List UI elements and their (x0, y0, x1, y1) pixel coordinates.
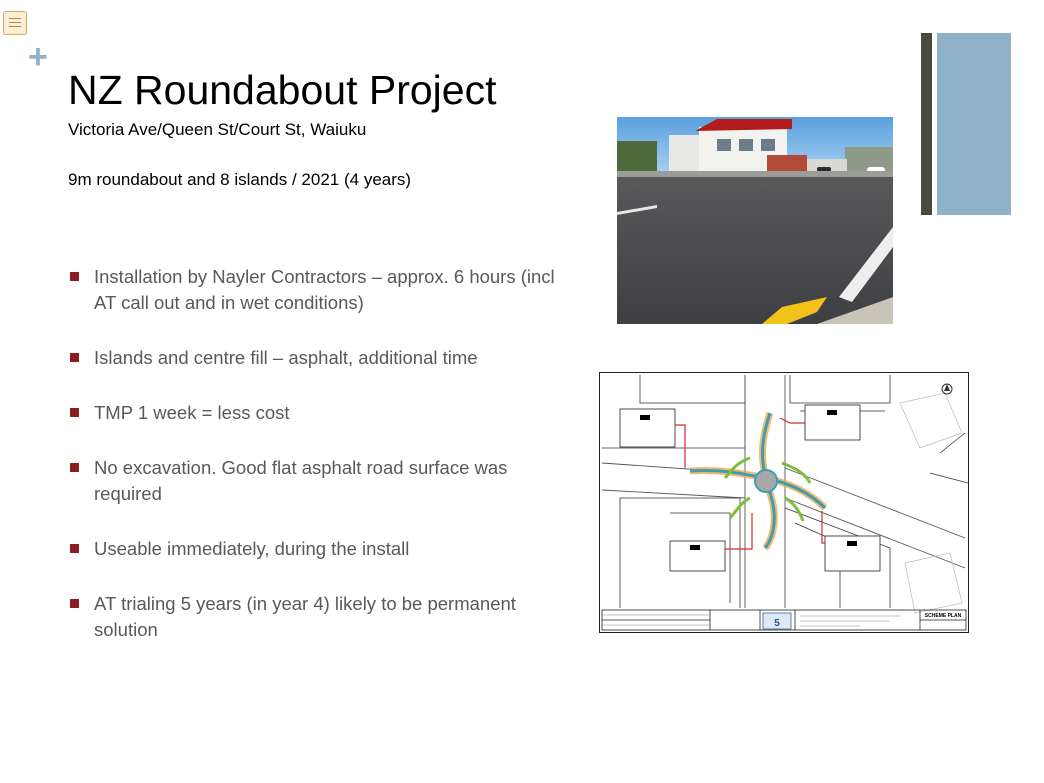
bullet-marker-icon (70, 408, 79, 417)
north-arrow-icon (942, 384, 952, 394)
bullet-marker-icon (70, 353, 79, 362)
bullet-list (68, 264, 568, 672)
comment-icon[interactable] (3, 11, 27, 35)
plan-sheet-number: 5 (774, 618, 780, 629)
slide-title: NZ Roundabout Project (68, 67, 497, 113)
bullet-marker-icon (70, 544, 79, 553)
bullet-text: Useable immediately, during the install (94, 538, 410, 559)
street-photo (617, 117, 893, 324)
bullet-text: TMP 1 week = less cost (94, 402, 290, 423)
bullet-text: No excavation. Good flat asphalt road surface was required (94, 457, 508, 504)
bullet-item (68, 591, 568, 643)
bullet-item (68, 455, 568, 507)
bullet-text: Islands and centre fill – asphalt, additional time (94, 347, 478, 368)
plan-title-heading: SCHEME PLAN (924, 613, 962, 619)
plus-icon: + (28, 38, 48, 76)
bullet-item (68, 400, 568, 426)
bullet-item (68, 264, 568, 316)
bullet-marker-icon (70, 272, 79, 281)
bullet-item (68, 536, 568, 562)
bullet-item (68, 345, 568, 371)
slide-details: 9m roundabout and 8 islands / 2021 (4 years) (68, 170, 412, 189)
scheme-plan-drawing (599, 372, 969, 633)
decorative-dark-bar (921, 33, 932, 215)
bullet-text: AT trialing 5 years (in year 4) likely to be permanent solution (94, 593, 516, 640)
slide-subtitle: Victoria Ave/Queen St/Court St, Waiuku (68, 120, 367, 139)
bullet-text: Installation by Nayler Contractors – approx. 6 hours (incl AT call out and in wet conditions) (94, 266, 555, 313)
decorative-blue-block (937, 33, 1011, 215)
bullet-marker-icon (70, 463, 79, 472)
bullet-marker-icon (70, 599, 79, 608)
